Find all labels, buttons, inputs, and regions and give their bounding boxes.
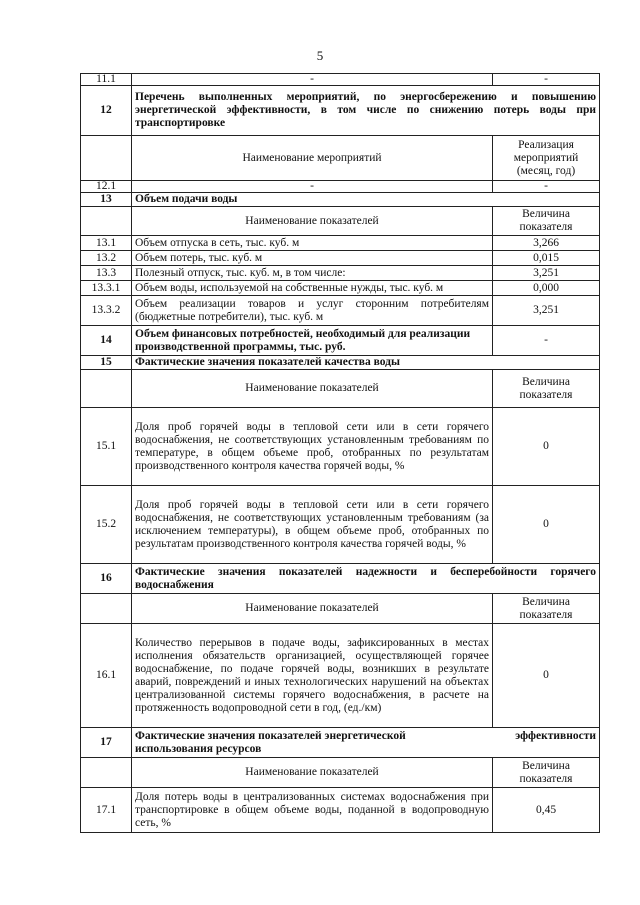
section-number: 13 — [81, 193, 132, 207]
row-value: 0,45 — [493, 788, 600, 833]
row-value: 3,266 — [493, 236, 600, 251]
section-row — [81, 193, 600, 207]
row-name: Объем реализации товаров и услуг сторонним потребителям (бюджетные потребители), тыс. куб. м — [132, 296, 493, 326]
header-name: Наименование показателей — [132, 207, 493, 236]
header-name: Наименование показателей — [132, 758, 493, 788]
row-number: 17.1 — [81, 788, 132, 833]
row-number: 11.1 — [81, 74, 132, 86]
row-value: 0 — [493, 408, 600, 486]
row-number: 13.2 — [81, 251, 132, 266]
table-row — [81, 181, 600, 193]
header-row — [81, 758, 600, 788]
row-name: Объем потерь, тыс. куб. м — [132, 251, 493, 266]
page-number: 5 — [316, 48, 324, 63]
row-number: 16.1 — [81, 624, 132, 728]
row-name: Доля проб горячей воды в тепловой сети или в сети горячего водоснабжения, не соответствующих установленным требованиям (за исключением температуры), в общем объеме проб, отобранных по результатам производственного контроля качества горячей воды, % — [132, 486, 493, 564]
section-number: 17 — [81, 728, 132, 758]
row-number: 13.3 — [81, 266, 132, 281]
row-name: Объем отпуска в сеть, тыс. куб. м — [132, 236, 493, 251]
report-table — [80, 73, 600, 833]
header-empty-cell — [81, 758, 132, 788]
table-row — [81, 74, 600, 86]
row-number: 13.3.1 — [81, 281, 132, 296]
header-value: Величина показателя — [493, 758, 600, 788]
row-value: 0,015 — [493, 251, 600, 266]
row-value: 0 — [493, 486, 600, 564]
table-row — [81, 408, 600, 486]
section-number: 14 — [81, 326, 132, 356]
row-value: - — [493, 181, 600, 193]
section-row — [81, 728, 600, 758]
header-row — [81, 370, 600, 408]
row-name: Количество перерывов в подаче воды, зафиксированных в местах исполнения обязательств организацией, осуществляющей горячее водоснабжение, по подаче горячей воды, возникших в результате аварий, повреждений и иных технологических нарушений на объектах централизованной системы горячего водоснабжения, в расчете на протяженность водопроводной сети в год, (ед./км) — [132, 624, 493, 728]
row-number: 13.1 — [81, 236, 132, 251]
section-title-line2: использования ресурсов — [135, 742, 262, 755]
row-name: Доля потерь воды в централизованных системах водоснабжения при транспортировке в общем объеме воды, поданной в водопроводную сеть, % — [132, 788, 493, 833]
row-number: 13.3.2 — [81, 296, 132, 326]
table-row — [81, 266, 600, 281]
row-value: 0,000 — [493, 281, 600, 296]
row-value: 0 — [493, 624, 600, 728]
header-row — [81, 594, 600, 624]
row-name: - — [132, 74, 493, 86]
header-value: Величина показателя — [493, 594, 600, 624]
section-title: Фактические значения показателей надежности и бесперебойности горячего водоснабжения — [132, 564, 600, 594]
table-row — [81, 624, 600, 728]
section-title: Фактические значения показателей энергетической — [135, 729, 406, 742]
row-name: Доля проб горячей воды в тепловой сети или в сети горячего водоснабжения, не соответствующих установленным требованиям по температуре, в общем объеме проб, отобранных по результатам производственного контроля качества горячей воды, % — [132, 408, 493, 486]
table-row — [81, 788, 600, 833]
header-name: Наименование показателей — [132, 594, 493, 624]
section-number: 12 — [81, 86, 132, 136]
section-number: 16 — [81, 564, 132, 594]
header-empty-cell — [81, 594, 132, 624]
header-value: Величина показателя — [493, 370, 600, 408]
section-title: Фактические значения показателей качества воды — [132, 356, 600, 370]
header-value: Величина показателя — [493, 207, 600, 236]
header-row — [81, 207, 600, 236]
section-number: 15 — [81, 356, 132, 370]
row-name: - — [132, 181, 493, 193]
row-name: Объем воды, используемой на собственные нужды, тыс. куб. м — [132, 281, 493, 296]
section-row — [81, 564, 600, 594]
section-value: - — [493, 326, 600, 356]
row-value: - — [493, 74, 600, 86]
section-title: Объем подачи воды — [132, 193, 600, 207]
header-name: Наименование мероприятий — [132, 136, 493, 181]
row-value: 3,251 — [493, 296, 600, 326]
row-value: 3,251 — [493, 266, 600, 281]
row-number: 12.1 — [81, 181, 132, 193]
table-row — [81, 486, 600, 564]
row-number: 15.2 — [81, 486, 132, 564]
table-row — [81, 236, 600, 251]
section-title-cell — [132, 728, 600, 758]
section-row — [81, 326, 600, 356]
header-value: Реализация мероприятий (месяц, год) — [493, 136, 600, 181]
section-title-tail: эффективности — [515, 729, 596, 742]
table-row — [81, 251, 600, 266]
section-title: Объем финансовых потребностей, необходимый для реализации производственной программы, тыс. руб. — [132, 326, 493, 356]
header-empty-cell — [81, 370, 132, 408]
section-row — [81, 356, 600, 370]
header-row — [81, 136, 600, 181]
row-name: Полезный отпуск, тыс. куб. м, в том числе: — [132, 266, 493, 281]
header-empty-cell — [81, 136, 132, 181]
section-title-line — [135, 730, 596, 743]
table-row — [81, 296, 600, 326]
row-number: 15.1 — [81, 408, 132, 486]
header-name: Наименование показателей — [132, 370, 493, 408]
header-empty-cell — [81, 207, 132, 236]
table-row — [81, 281, 600, 296]
section-title: Перечень выполненных мероприятий, по энергосбережению и повышению энергетической эффективности, в том числе по снижению потерь воды при транспортировке — [132, 86, 600, 136]
section-row — [81, 86, 600, 136]
